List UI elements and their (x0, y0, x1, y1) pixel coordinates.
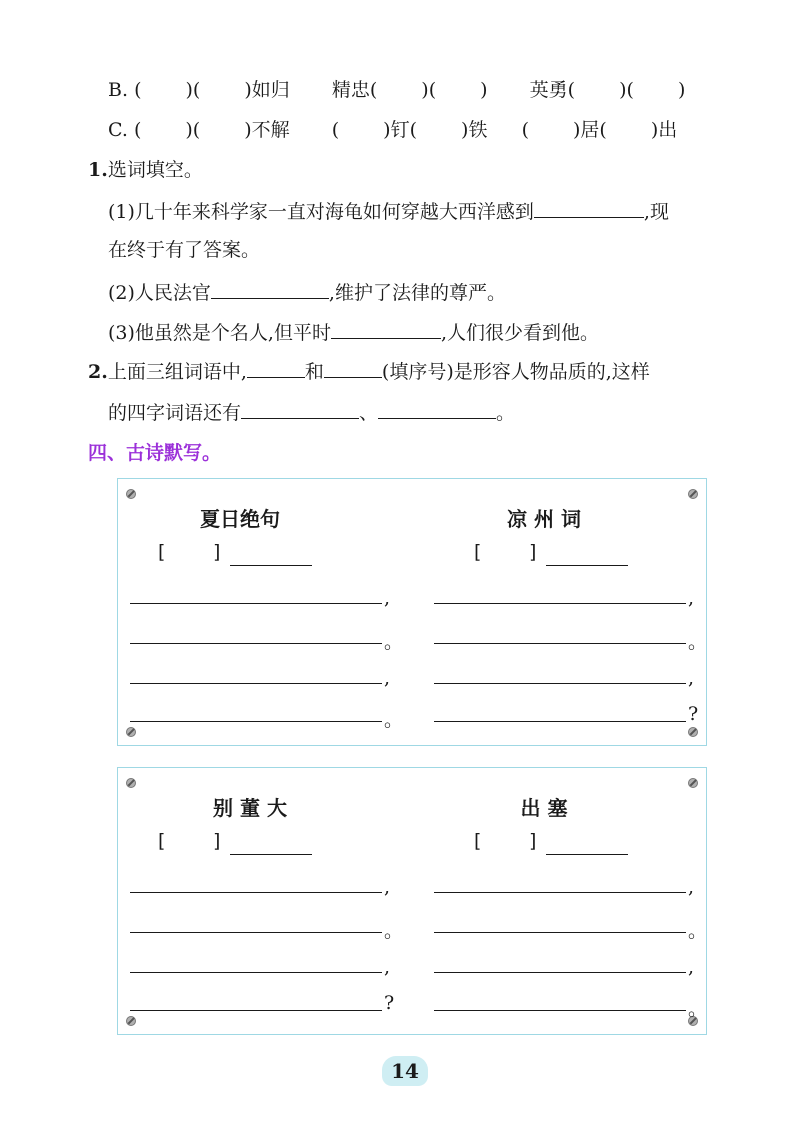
poem-line-blank[interactable] (130, 603, 382, 604)
word-text: 如归 (251, 79, 290, 101)
screw-icon (688, 778, 698, 788)
question-number: 2. (88, 361, 108, 383)
answer-blank[interactable] (324, 357, 382, 378)
dynasty-bracket-close: ] (213, 830, 221, 852)
poem-card-1: 夏日绝句 凉 州 词 [ ] [ ] , 。 , 。 , 。 , ? (117, 478, 707, 746)
poem-line-blank[interactable] (434, 643, 686, 644)
word-text: 钉 (390, 119, 410, 141)
dynasty-bracket-close: ] (529, 541, 537, 563)
screw-icon (126, 727, 136, 737)
word-text: 英勇 (529, 79, 568, 101)
word-text: 铁 (468, 119, 488, 141)
screw-icon (126, 1016, 136, 1026)
poem-title: 别 董 大 (213, 796, 287, 820)
poem-line-blank[interactable] (130, 972, 382, 973)
question-1-item-1-cont: 在终于有了答案。 (108, 239, 261, 261)
question-1-item-3: (3)他虽然是个名人,但平时 ,人们很少看到他。 (108, 318, 599, 347)
section-title: 四、古诗默写。 (88, 442, 222, 464)
word-text: 不解 (251, 119, 290, 141)
question-1-item-1: (1)几十年来科学家一直对海龟如何穿越大西洋感到 ,现 (108, 197, 669, 226)
question-title: 选词填空。 (107, 159, 203, 181)
question-2: 2.上面三组词语中, 和 (填序号)是形容人物品质的,这样 (88, 357, 650, 386)
poem-title: 出 塞 (520, 796, 568, 820)
dynasty-bracket-open: [ (158, 830, 166, 852)
word-text: 精忠 (331, 79, 370, 101)
author-blank[interactable] (230, 854, 312, 855)
poem-card-2: 别 董 大 出 塞 [ ] [ ] , 。 , ? , 。 , 。 (117, 767, 707, 1035)
poem-line-blank[interactable] (130, 1010, 382, 1011)
screw-icon (126, 489, 136, 499)
poem-line-blank[interactable] (434, 721, 686, 722)
answer-blank[interactable] (247, 357, 305, 378)
question-2-cont: 的四字词语还有 、 。 (108, 398, 515, 427)
question-number: 1. (88, 159, 108, 181)
option-label: C. (108, 119, 128, 141)
poem-line-blank[interactable] (130, 683, 382, 684)
answer-blank[interactable] (211, 278, 329, 299)
poem-line-blank[interactable] (434, 932, 686, 933)
answer-blank[interactable] (534, 197, 644, 218)
poem-line-blank[interactable] (130, 721, 382, 722)
screw-icon (688, 489, 698, 499)
poem-line-blank[interactable] (434, 1010, 686, 1011)
author-blank[interactable] (546, 854, 628, 855)
poem-line-blank[interactable] (130, 892, 382, 893)
dynasty-bracket-close: ] (213, 541, 221, 563)
option-b-row: B. ( )( )如归 精忠( )( ) 英勇( )( ) (108, 79, 686, 101)
author-blank[interactable] (546, 565, 628, 566)
poem-line-blank[interactable] (434, 683, 686, 684)
poem-line-blank[interactable] (130, 932, 382, 933)
poem-line-blank[interactable] (130, 643, 382, 644)
poem-title: 凉 州 词 (507, 507, 581, 531)
poem-line-blank[interactable] (434, 892, 686, 893)
option-c-row: C. ( )( )不解 ( )钉( )铁 ( )居( )出 (108, 119, 678, 141)
page-number: 14 (382, 1056, 428, 1086)
dynasty-bracket-open: [ (474, 830, 482, 852)
author-blank[interactable] (230, 565, 312, 566)
word-text: 居 (580, 119, 600, 141)
dynasty-bracket-open: [ (474, 541, 482, 563)
poem-line-blank[interactable] (434, 603, 686, 604)
poem-line-blank[interactable] (434, 972, 686, 973)
dynasty-bracket-close: ] (529, 830, 537, 852)
question-1-heading (88, 156, 203, 184)
option-label: B. (108, 79, 129, 101)
dynasty-bracket-open: [ (158, 541, 166, 563)
poem-title: 夏日绝句 (200, 507, 280, 531)
screw-icon (688, 727, 698, 737)
answer-blank[interactable] (331, 318, 441, 339)
word-text: 出 (658, 119, 678, 141)
question-1-item-2: (2)人民法官 ,维护了法律的尊严。 (108, 278, 506, 307)
answer-blank[interactable] (241, 398, 359, 419)
answer-blank[interactable] (378, 398, 496, 419)
screw-icon (126, 778, 136, 788)
